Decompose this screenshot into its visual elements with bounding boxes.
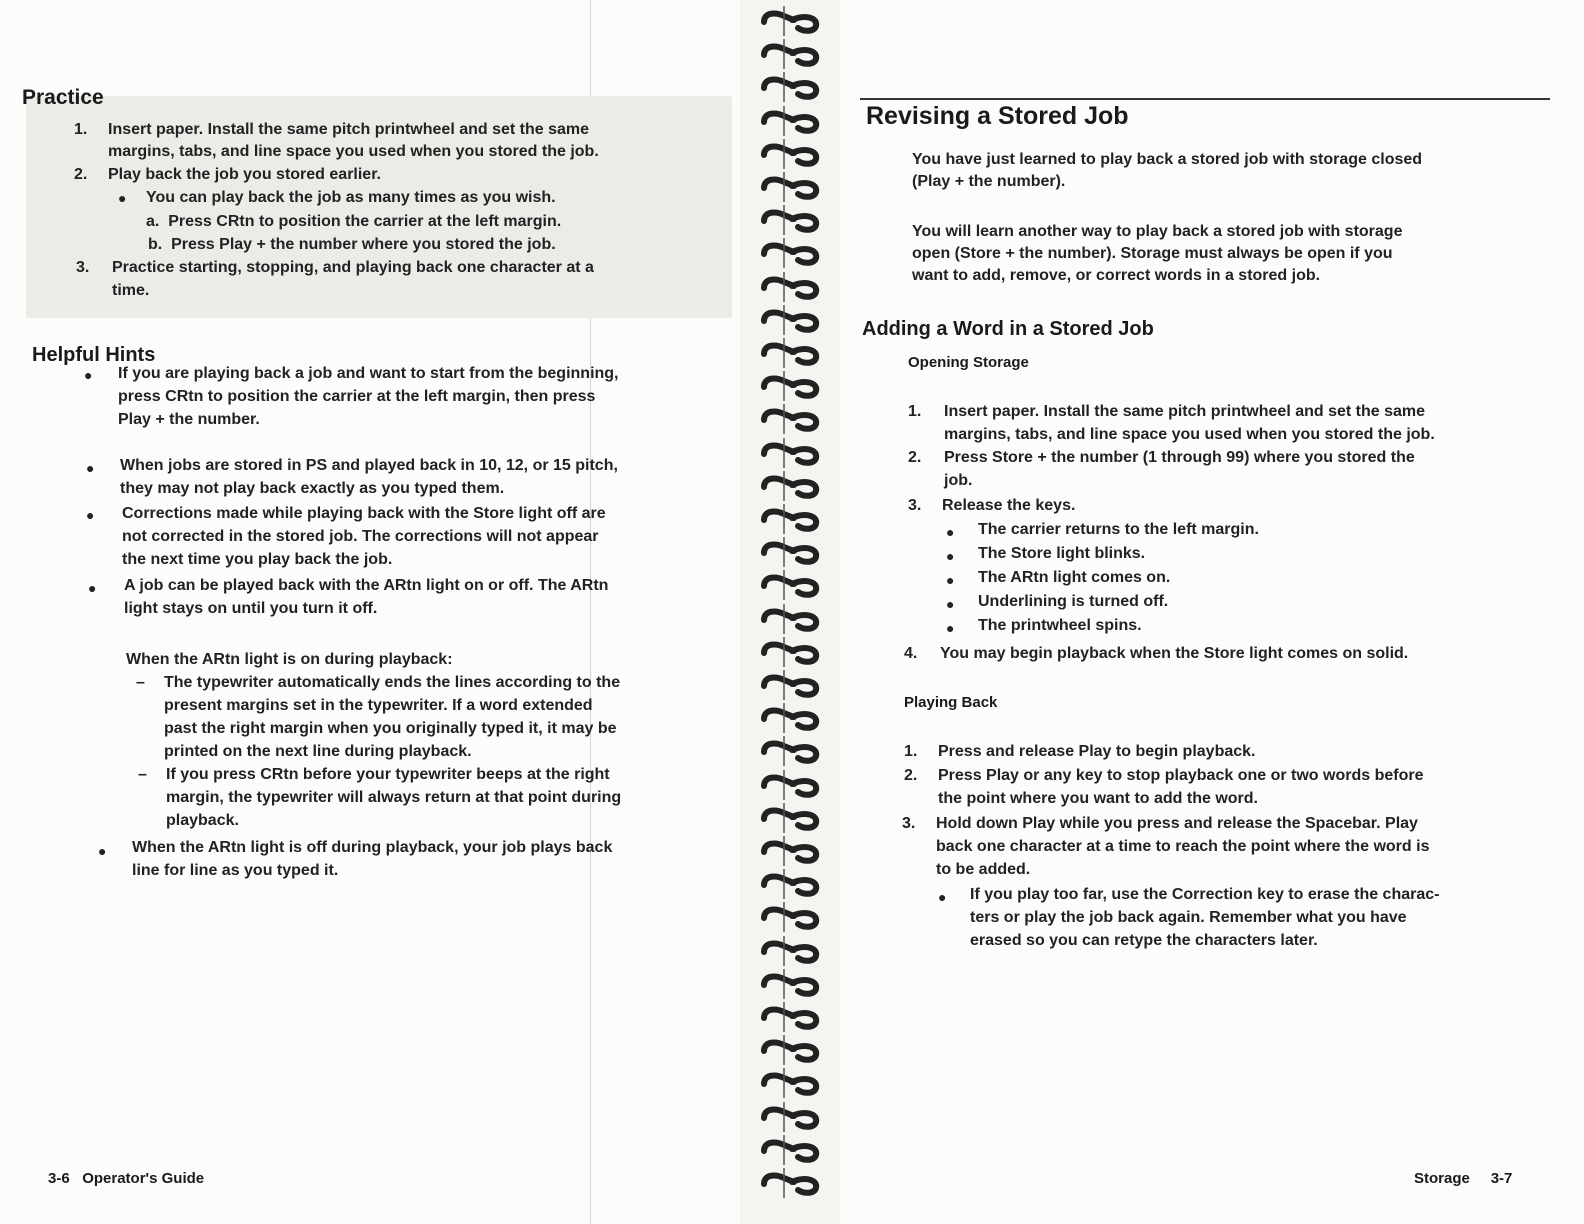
binding-ring xyxy=(754,701,824,735)
bullet-icon: ● xyxy=(938,889,947,905)
bullet-icon: ● xyxy=(86,507,95,523)
practice-heading: Practice xyxy=(22,86,104,109)
binding-ring xyxy=(754,734,824,768)
binding-ring xyxy=(754,834,824,868)
bullet-icon: ● xyxy=(946,620,955,636)
opening-storage-heading: Opening Storage xyxy=(908,354,1029,371)
binding-ring xyxy=(754,635,824,669)
header-rule xyxy=(860,98,1550,100)
binding-ring xyxy=(754,1100,824,1134)
helpful-hints-heading: Helpful Hints xyxy=(32,344,156,366)
spiral-binding xyxy=(740,0,840,1224)
binding-ring xyxy=(754,568,824,602)
binding-ring xyxy=(754,37,824,71)
binding-ring xyxy=(754,900,824,934)
binding-ring xyxy=(754,336,824,370)
bullet-icon: ● xyxy=(88,580,97,596)
binding-ring xyxy=(754,4,824,38)
binding-ring xyxy=(754,1000,824,1034)
binding-ring xyxy=(754,867,824,901)
binding-ring xyxy=(754,1033,824,1067)
binding-ring xyxy=(754,801,824,835)
binding-ring xyxy=(754,303,824,337)
right-footer: Storage 3-7 xyxy=(1414,1170,1513,1187)
binding-ring xyxy=(754,1133,824,1167)
page-title: Revising a Stored Job xyxy=(866,102,1129,130)
bullet-icon: ● xyxy=(84,367,93,383)
binding-ring xyxy=(754,203,824,237)
binding-ring xyxy=(754,270,824,304)
bullet-icon: ● xyxy=(946,572,955,588)
binding-ring xyxy=(754,934,824,968)
binding-ring xyxy=(754,402,824,436)
bullet-icon: ● xyxy=(98,843,107,859)
left-page: Practice 1. Insert paper. Install the same pitch printwheel and set the same margins, tabs, and line space you used when you stored the job. 2. Play back the job you stored earlier. ● You can play back the job as many times as you wish. a. Press CRtn to position the carrier at the left margin. b. Press Play + the number where you stored the job. 3. Practice starting, stopping, and playing back one character at a time. Helpful Hints ● If you are playing back a job and want to start from the beginning, press CRtn to position the carrier at the left margin, then press Play + the number. ● When jobs are stored in PS and played back in 10, 12, or 15 pitch, they may not play back exactly as you typed them. ● Corrections made while playing back with the Store light off are not corrected in the stored job. The corrections will not appear the next time you play back the job. ● A job can be played back with the ARtn light on or off. The ARtn light stays on until you turn it off. When the ARtn light is on during playback: – The typewriter automatically ends the lines according to the present margins set in the typewriter. If a word extended past the right margin when you originally typed it, it may be printed on the next line during playback. – If you press CRtn before your typewriter beeps at the right margin, the typewriter will always return at that point during playback. ● When the ARtn light is off during playback, your job plays back line for line as you typed it. 3-6 Operator's Guide xyxy=(0,0,740,1224)
binding-ring xyxy=(754,104,824,138)
binding-ring xyxy=(754,502,824,536)
binding-ring xyxy=(754,1166,824,1200)
bullet-icon: ● xyxy=(946,548,955,564)
binding-ring xyxy=(754,436,824,470)
binding-ring xyxy=(754,236,824,270)
binding-ring xyxy=(754,967,824,1001)
binding-ring xyxy=(754,137,824,171)
binding-ring xyxy=(754,70,824,104)
binding-ring xyxy=(754,602,824,636)
section-heading: Adding a Word in a Stored Job xyxy=(862,318,1154,340)
binding-ring xyxy=(754,1066,824,1100)
left-footer: 3-6 Operator's Guide xyxy=(48,1170,205,1187)
bullet-icon: ● xyxy=(946,596,955,612)
binding-ring xyxy=(754,768,824,802)
binding-ring xyxy=(754,170,824,204)
binding-ring xyxy=(754,668,824,702)
bullet-icon: ● xyxy=(118,190,127,206)
binding-ring xyxy=(754,469,824,503)
binding-ring xyxy=(754,369,824,403)
bullet-icon: ● xyxy=(86,460,95,476)
binding-ring xyxy=(754,535,824,569)
bullet-icon: ● xyxy=(946,524,955,540)
playing-back-heading: Playing Back xyxy=(904,694,998,711)
